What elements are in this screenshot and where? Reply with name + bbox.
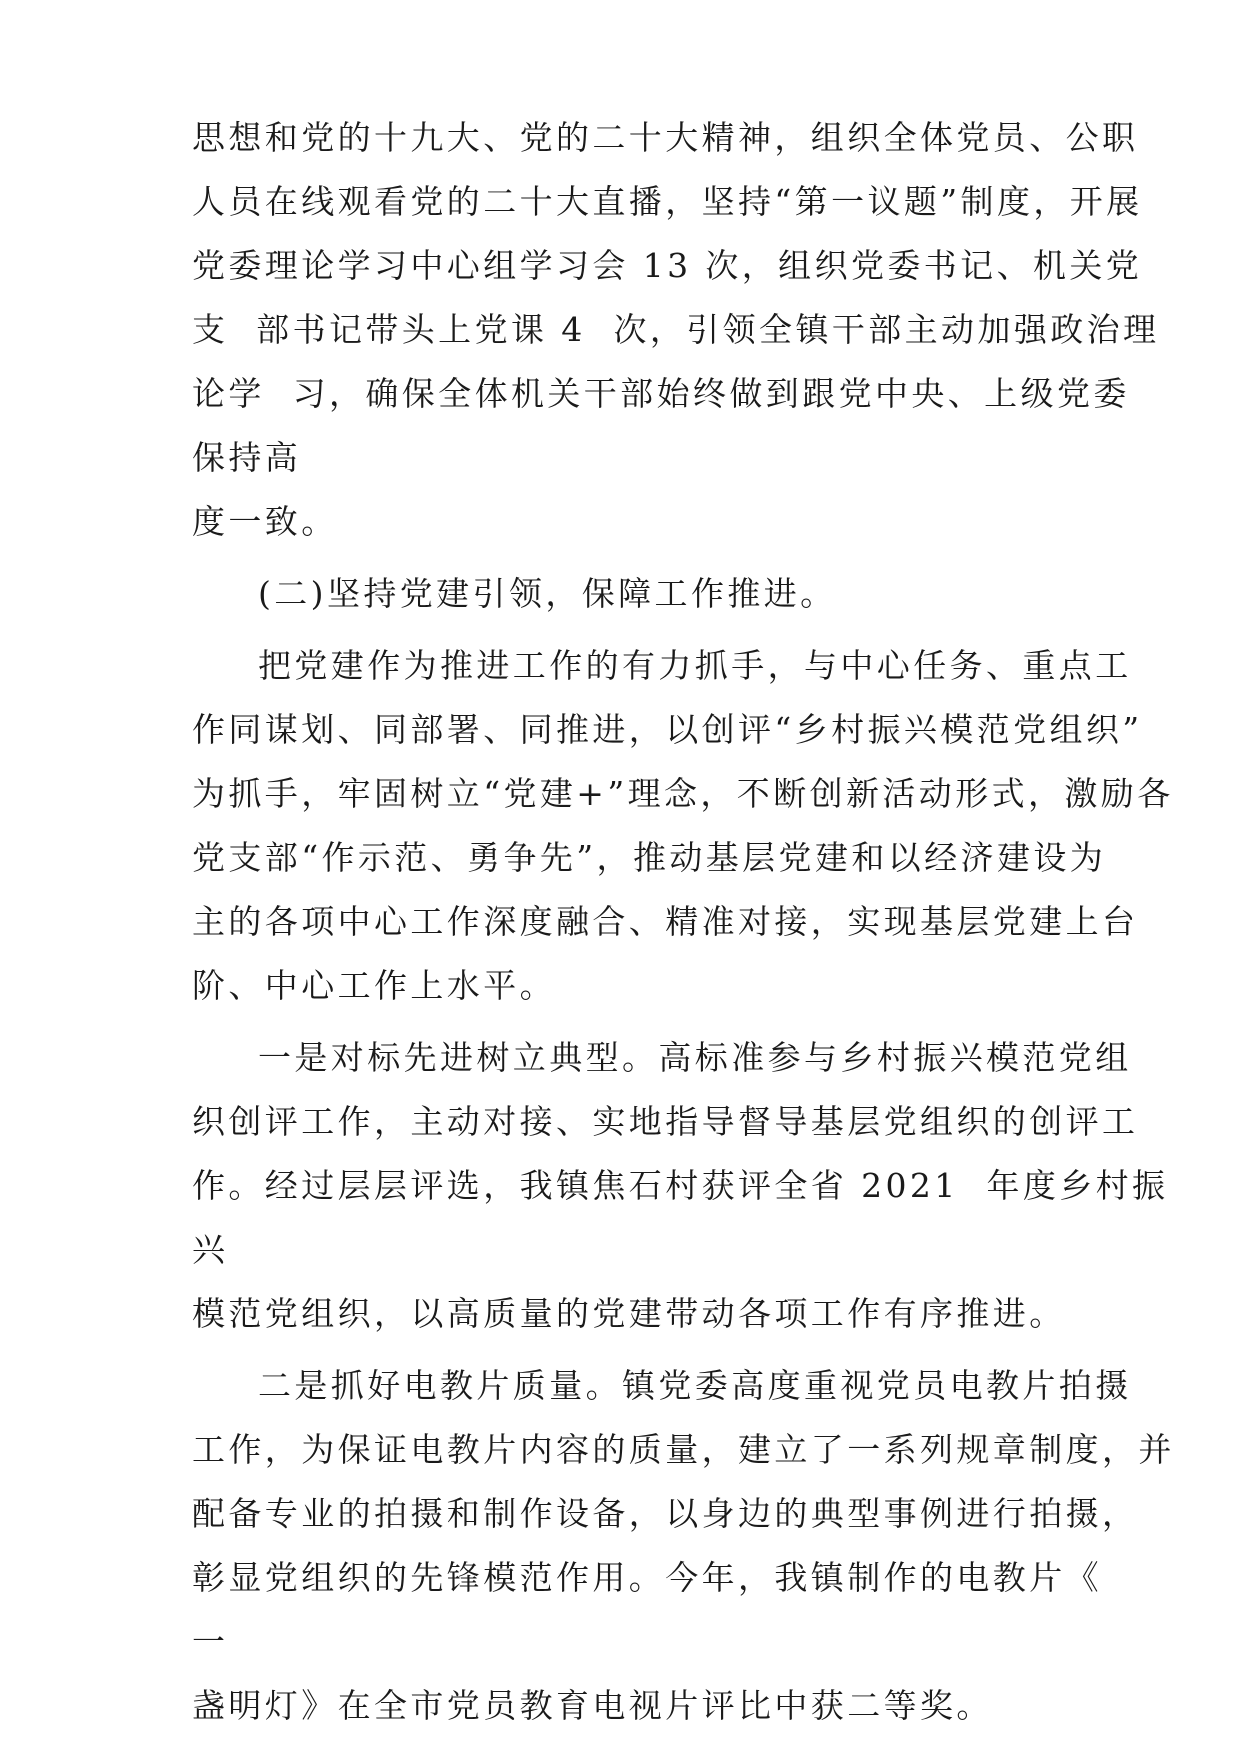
- text-line: 模范党组织，以高质量的党建带动各项工作有序推进。: [192, 1294, 1066, 1333]
- text-line: 为抓手，牢固树立“党建+”理念，不断创新活动形式，激励各: [192, 774, 1174, 813]
- text-line: 工作，为保证电教片内容的质量，建立了一系列规章制度，并: [192, 1430, 1175, 1469]
- text-line: 彰显党组织的先锋模范作用。今年，我镇制作的电教片《: [192, 1558, 1102, 1597]
- text-line: 二是抓好电教片质量。镇党委高度重视党员电教片拍摄: [258, 1366, 1132, 1405]
- section-heading: (二)坚持党建引领，保障工作推进。: [258, 574, 837, 613]
- text-line: 党支部“作示范、勇争先”，推动基层党建和以经济建设为: [192, 838, 1107, 877]
- text-line: 保持高: [192, 438, 302, 477]
- text-line: 把党建作为推进工作的有力抓手，与中心任务、重点工: [258, 646, 1132, 685]
- text-line: 人员在线观看党的二十大直播，坚持“第一议题”制度，开展: [192, 182, 1143, 221]
- text-line: 度一致。: [192, 502, 338, 541]
- text-line: 思想和党的十九大、党的二十大精神，组织全体党员、公职: [192, 118, 1139, 157]
- text-line: 兴: [192, 1230, 229, 1269]
- text-line: 支 部书记带头上党课 4 次，引领全镇干部主动加强政治理: [192, 310, 1160, 349]
- text-line: 作同谋划、同部署、同推进，以创评“乡村振兴模范党组织”: [192, 710, 1143, 749]
- text-line: 盏明灯》在全市党员教育电视片评比中获二等奖。: [192, 1686, 993, 1725]
- text-line: 作。经过层层评选，我镇焦石村获评全省 2021 年度乡村振: [192, 1166, 1169, 1205]
- text-line: 一: [192, 1622, 229, 1661]
- text-line: 配备专业的拍摄和制作设备，以身边的典型事例进行拍摄，: [192, 1494, 1139, 1533]
- text-line: 织创评工作，主动对接、实地指导督导基层党组织的创评工: [192, 1102, 1139, 1141]
- text-line: 主的各项中心工作深度融合、精准对接，实现基层党建上台: [192, 902, 1139, 941]
- text-line: 论学 习，确保全体机关干部始终做到跟党中央、上级党委: [192, 374, 1130, 413]
- text-line: 党委理论学习中心组学习会 13 次，组织党委书记、机关党: [192, 246, 1143, 285]
- text-line: 阶、中心工作上水平。: [192, 966, 556, 1005]
- text-line: 一是对标先进树立典型。高标准参与乡村振兴模范党组: [258, 1038, 1132, 1077]
